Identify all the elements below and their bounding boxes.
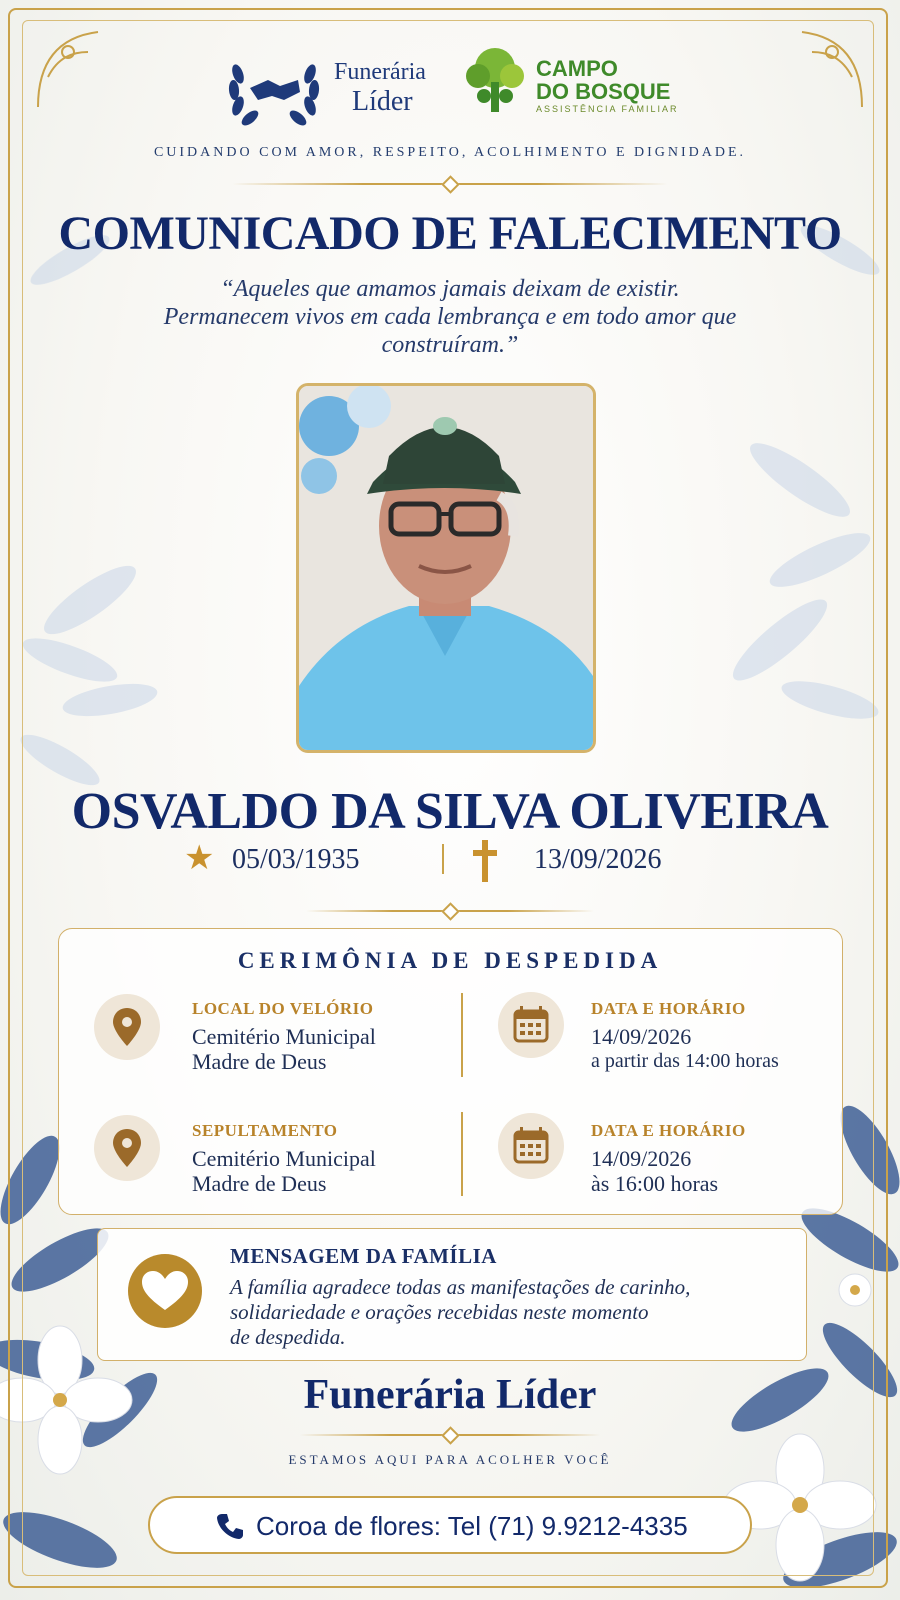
quote-line-1: “Aqueles que amamos jamais deixam de existir.: [220, 276, 680, 302]
wake-calendar-badge: [498, 992, 564, 1058]
campo-do-bosque-logo: [460, 44, 690, 134]
burial-time: [591, 1146, 718, 1196]
wake-date: 14/09/2026: [591, 1024, 692, 1049]
deceased-name: OSVALDO DA SILVA OLIVEIRA: [71, 783, 829, 840]
ceremony-title: CERIMÔNIA DE DESPEDIDA: [237, 948, 663, 973]
heart-icon: [128, 1254, 202, 1328]
birth-date: 05/03/1935: [232, 844, 360, 875]
footer-brand: Funerária Líder: [303, 1372, 597, 1418]
burial-place-line-2: Madre de Deus: [192, 1171, 327, 1196]
logo-lider-line2: Líder: [352, 86, 413, 117]
family-message-line-2: solidariedade e orações recebidas neste momento: [230, 1300, 649, 1324]
life-dates-row: [180, 838, 720, 888]
footer-tagline: ESTAMOS AQUI PARA ACOLHER VOCÊ: [288, 1452, 612, 1467]
family-message-line-3: de despedida.: [230, 1325, 346, 1349]
burial-label: SEPULTAMENTO: [192, 1121, 338, 1140]
wake-place-line-2: Madre de Deus: [192, 1049, 327, 1074]
calendar-icon: [498, 1113, 564, 1179]
phone-icon: [216, 1512, 244, 1540]
death-date: 13/09/2026: [534, 844, 662, 875]
calendar-icon: [498, 992, 564, 1058]
flower-order-phone[interactable]: [148, 1496, 752, 1554]
deceased-portrait: [296, 383, 596, 753]
burial-time-label: DATA E HORÁRIO: [591, 1121, 746, 1140]
wake-place-line-1: Cemitério Municipal: [192, 1024, 376, 1049]
logo-campo-line3: ASSISTÊNCIA FAMILIAR: [536, 104, 679, 114]
logo-lider-line1: Funerária: [334, 59, 426, 85]
memorial-quote: [0, 275, 900, 359]
burial-date: 14/09/2026: [591, 1146, 692, 1171]
phone-text[interactable]: Coroa de flores: Tel (71) 9.9212-4335: [256, 1511, 688, 1541]
corner-ornament-left-icon: [28, 22, 108, 112]
ceremony-separator-top: [461, 993, 463, 1077]
logo-campo-line1: CAMPO: [536, 56, 618, 81]
family-message-title: MENSAGEM DA FAMÍLIA: [230, 1244, 497, 1268]
notice-title: COMUNICADO DE FALECIMENTO: [58, 207, 842, 260]
header-tagline: CUIDANDO COM AMOR, RESPEITO, ACOLHIMENTO E DIGNIDADE.: [153, 145, 747, 160]
burial-place-line-1: Cemitério Municipal: [192, 1146, 376, 1171]
wake-time: [591, 1024, 779, 1074]
tree-logo-icon: [460, 44, 530, 124]
dates-separator: [442, 844, 444, 874]
logo-campo-line2: DO BOSQUE: [536, 79, 671, 104]
ceremony-separator-bottom: [461, 1112, 463, 1196]
wake-label: LOCAL DO VELÓRIO: [192, 999, 374, 1018]
location-pin-icon: [94, 1115, 160, 1181]
star-icon: ★: [184, 840, 215, 877]
quote-line-3: construíram.”: [381, 332, 519, 358]
burial-location-badge: [94, 1115, 160, 1181]
cross-icon: [470, 838, 500, 884]
family-heart-badge: [128, 1254, 202, 1328]
quote-line-2: Permanecem vivos em cada lembrança e em todo amor que: [163, 304, 737, 330]
location-pin-icon: [94, 994, 160, 1060]
family-message-line-1: A família agradece todas as manifestações de carinho,: [230, 1275, 691, 1299]
family-message-text: [230, 1275, 790, 1350]
laurel-handshake-logo-icon: [222, 44, 326, 130]
wake-time-label: DATA E HORÁRIO: [591, 999, 746, 1018]
burial-place: [192, 1146, 376, 1196]
portrait-illustration: [299, 386, 593, 750]
funeraria-lider-logo: [222, 44, 432, 134]
burial-hour: às 16:00 horas: [591, 1171, 719, 1196]
wake-hour: a partir das 14:00 horas: [591, 1050, 779, 1072]
wake-location-badge: [94, 994, 160, 1060]
corner-ornament-right-icon: [792, 22, 872, 112]
wake-place: [192, 1024, 376, 1074]
burial-calendar-badge: [498, 1113, 564, 1179]
